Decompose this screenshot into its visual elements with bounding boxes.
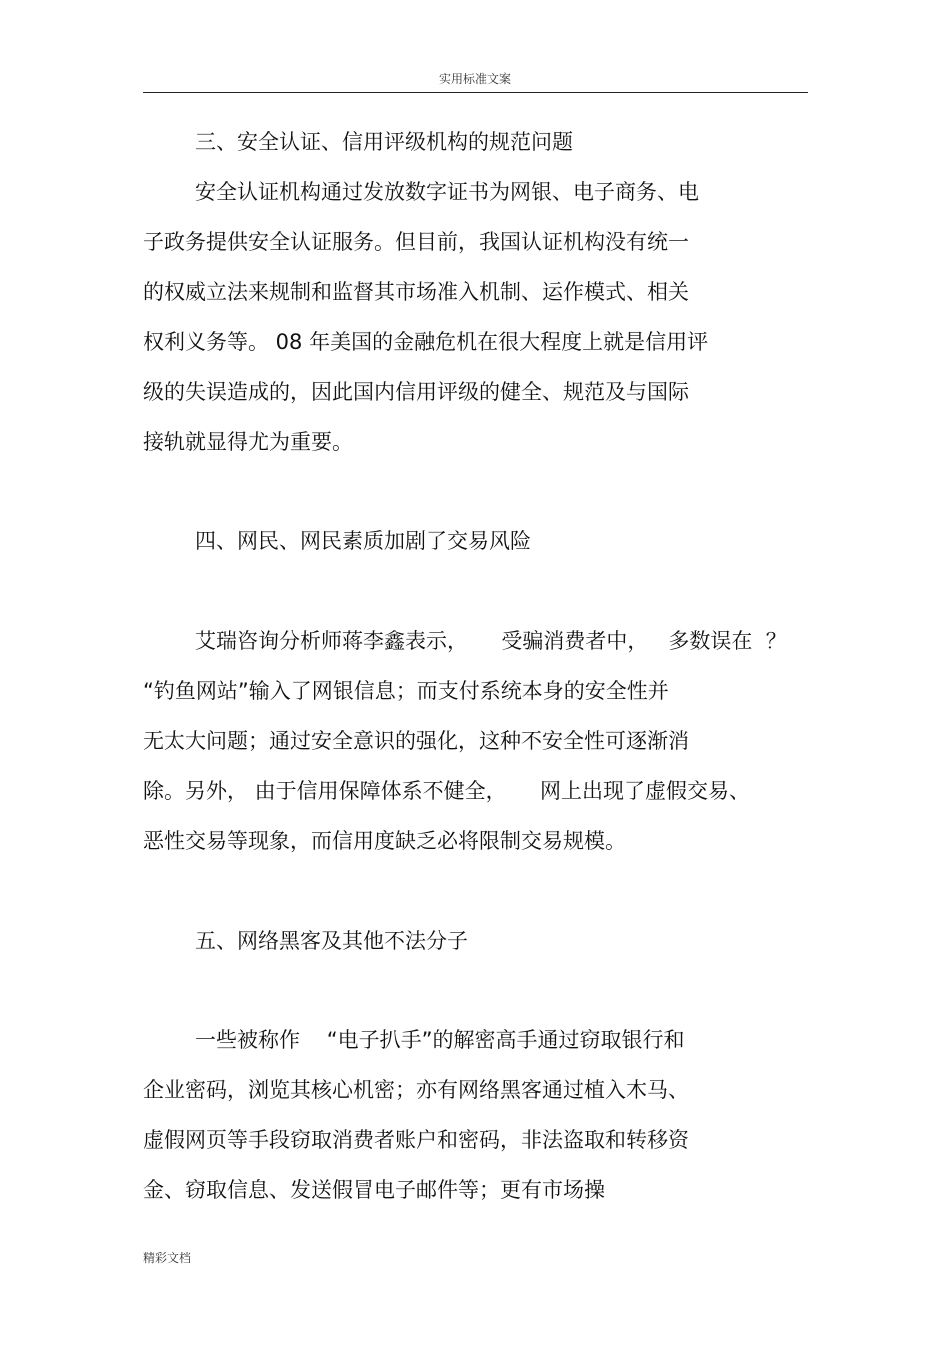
page-header: 实用标准文案	[438, 72, 511, 86]
body-line: 的权威立法来规制和监督其市场准入机制、运作模式、相关	[143, 280, 689, 304]
body-line: “钓鱼网站”输入了网银信息；而支付系统本身的安全性并	[143, 679, 669, 703]
body-line: 子政务提供安全认证服务。但目前，我国认证机构没有统一	[143, 230, 689, 254]
body-line: 一些被称作 “电子扒手”的解密高手通过窃取银行和	[195, 1028, 685, 1052]
body-line: 接轨就显得尤为重要。	[143, 430, 353, 454]
body-line: 企业密码，浏览其核心机密；亦有网络黑客通过植入木马、	[143, 1078, 689, 1102]
heading-section-4: 四、网民、网民素质加剧了交易风险	[195, 529, 531, 553]
body-line: 权利义务等。 08 年美国的金融危机在很大程度上就是信用评	[143, 330, 709, 354]
body-line: 金、窃取信息、发送假冒电子邮件等；更有市场操	[143, 1178, 605, 1202]
heading-section-3: 三、安全认证、信用评级机构的规范问题	[195, 130, 573, 154]
page-footer: 精彩文档	[143, 1251, 192, 1265]
heading-section-5: 五、网络黑客及其他不法分子	[195, 929, 468, 953]
body-line: 虚假网页等手段窃取消费者账户和密码，非法盗取和转移资	[143, 1128, 689, 1152]
body-line: 安全认证机构通过发放数字证书为网银、电子商务、电	[195, 180, 699, 204]
header-divider	[143, 92, 808, 93]
body-line: 除。另外， 由于信用保障体系不健全， 网上出现了虚假交易、	[143, 779, 751, 803]
body-line: 级的失误造成的，因此国内信用评级的健全、规范及与国际	[143, 380, 689, 404]
body-line: 艾瑞咨询分析师蒋李鑫表示， 受骗消费者中， 多数误在 ？	[195, 629, 787, 653]
body-line: 无太大问题；通过安全意识的强化，这种不安全性可逐渐消	[143, 729, 689, 753]
body-line: 恶性交易等现象，而信用度缺乏必将限制交易规模。	[143, 829, 626, 853]
